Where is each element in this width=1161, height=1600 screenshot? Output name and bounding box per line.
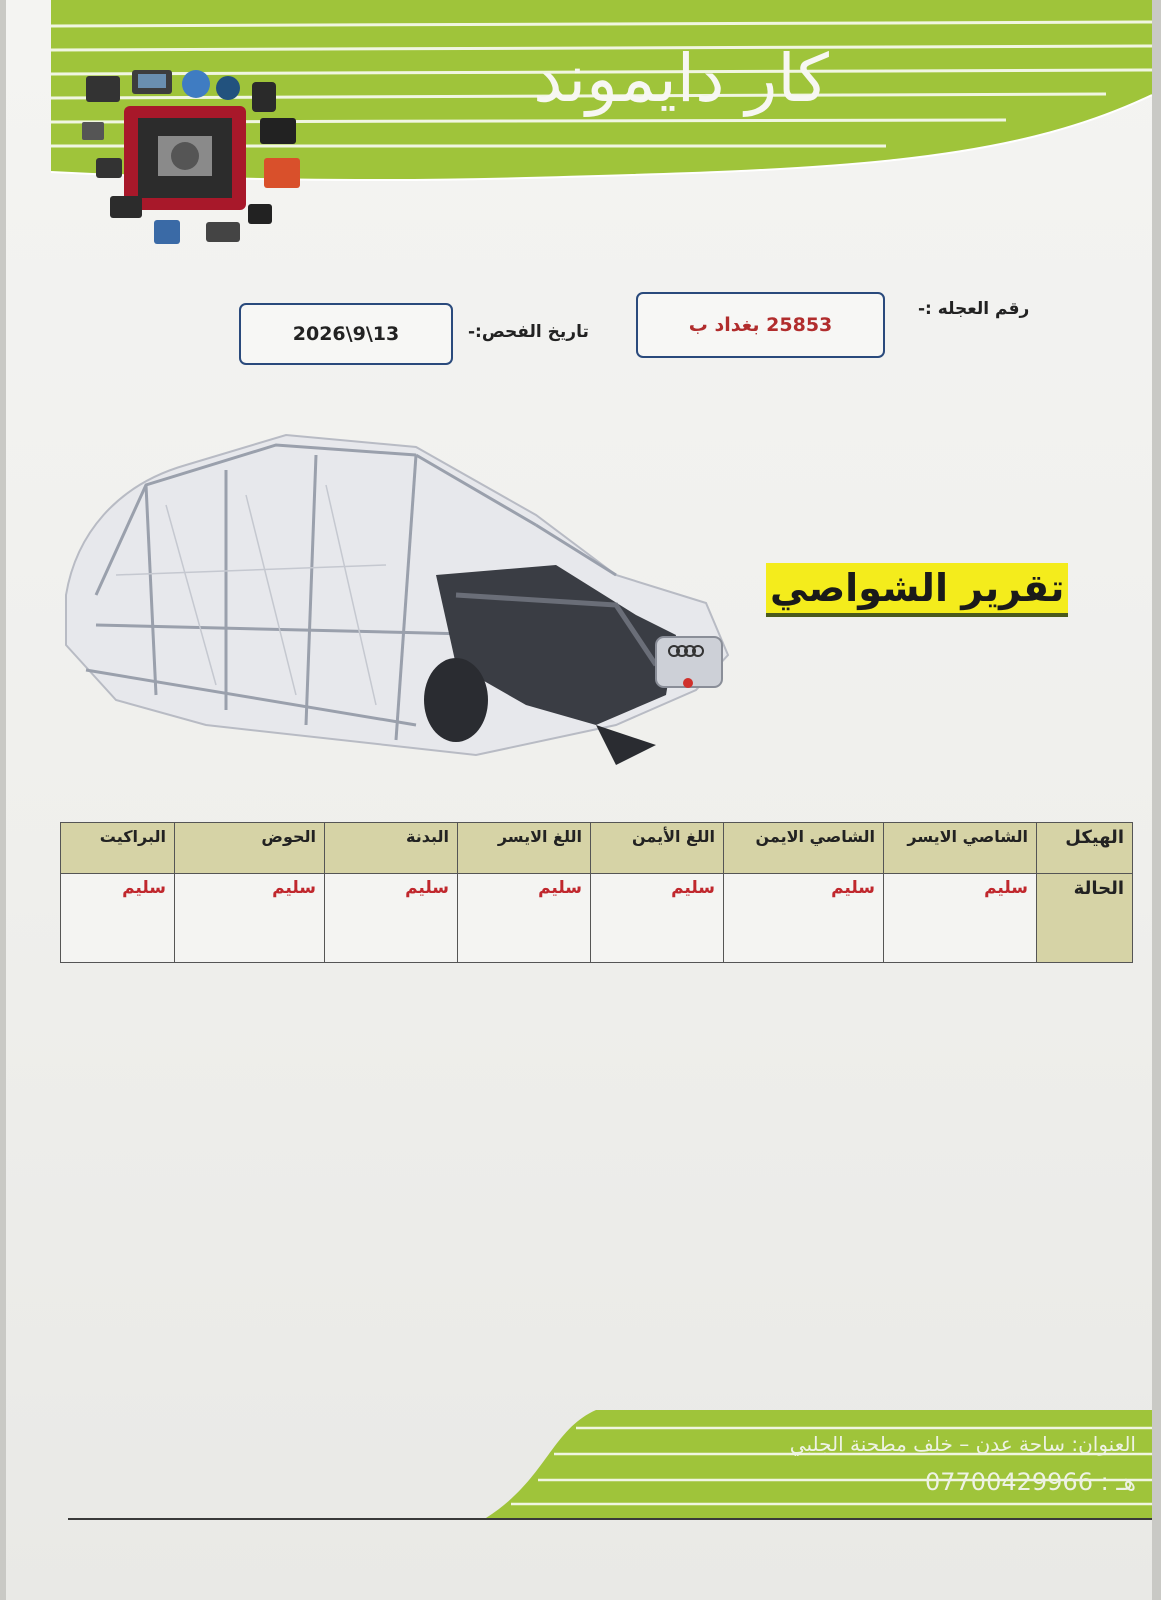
- table-status-row: [61, 874, 1133, 963]
- status-value: سليم: [405, 878, 449, 898]
- footer-band: [6, 1410, 1152, 1520]
- car-chassis-illustration: [56, 425, 746, 770]
- column-header: الشاصي الايمن: [724, 823, 884, 874]
- chassis-number-box: [636, 292, 885, 358]
- inspection-date-value: 13\9\2026: [292, 323, 400, 345]
- status-value: سليم: [984, 878, 1028, 898]
- footer-address: العنوان: ساحة عدن – خلف مطحنة الجلبي: [789, 1432, 1136, 1456]
- status-value: سليم: [671, 878, 715, 898]
- diagnostic-tools-logo: [76, 62, 306, 262]
- row-header-status: الحالة: [1037, 874, 1133, 963]
- status-value: سليم: [831, 878, 875, 898]
- chassis-number-value: 25853 بغداد ب: [688, 314, 833, 336]
- column-header: اللغ الأيمن: [591, 823, 724, 874]
- column-header: البدنة: [325, 823, 458, 874]
- inspection-date-label: تاريخ الفحص:-: [468, 322, 589, 342]
- chassis-results-table: [60, 822, 1133, 963]
- footer-divider: [68, 1518, 1152, 1520]
- column-header: اللغ الايسر: [458, 823, 591, 874]
- status-value: سليم: [122, 878, 166, 898]
- table-header-row: [61, 823, 1133, 874]
- inspection-sheet: [6, 0, 1152, 1600]
- column-header: الحوض: [175, 823, 325, 874]
- status-value: سليم: [272, 878, 316, 898]
- column-header: البراكيت: [61, 823, 175, 874]
- footer-phone: هـ : 07700429966: [925, 1468, 1136, 1496]
- report-title: تقرير الشواصي: [766, 563, 1068, 617]
- chassis-number-label: رقم العجله :-: [918, 299, 1030, 319]
- row-header-structure: الهيكل: [1037, 823, 1133, 874]
- brand-title: كار دايموند: [533, 40, 829, 117]
- column-header: الشاصي الايسر: [884, 823, 1037, 874]
- inspection-date-box: [239, 303, 453, 365]
- status-value: سليم: [538, 878, 582, 898]
